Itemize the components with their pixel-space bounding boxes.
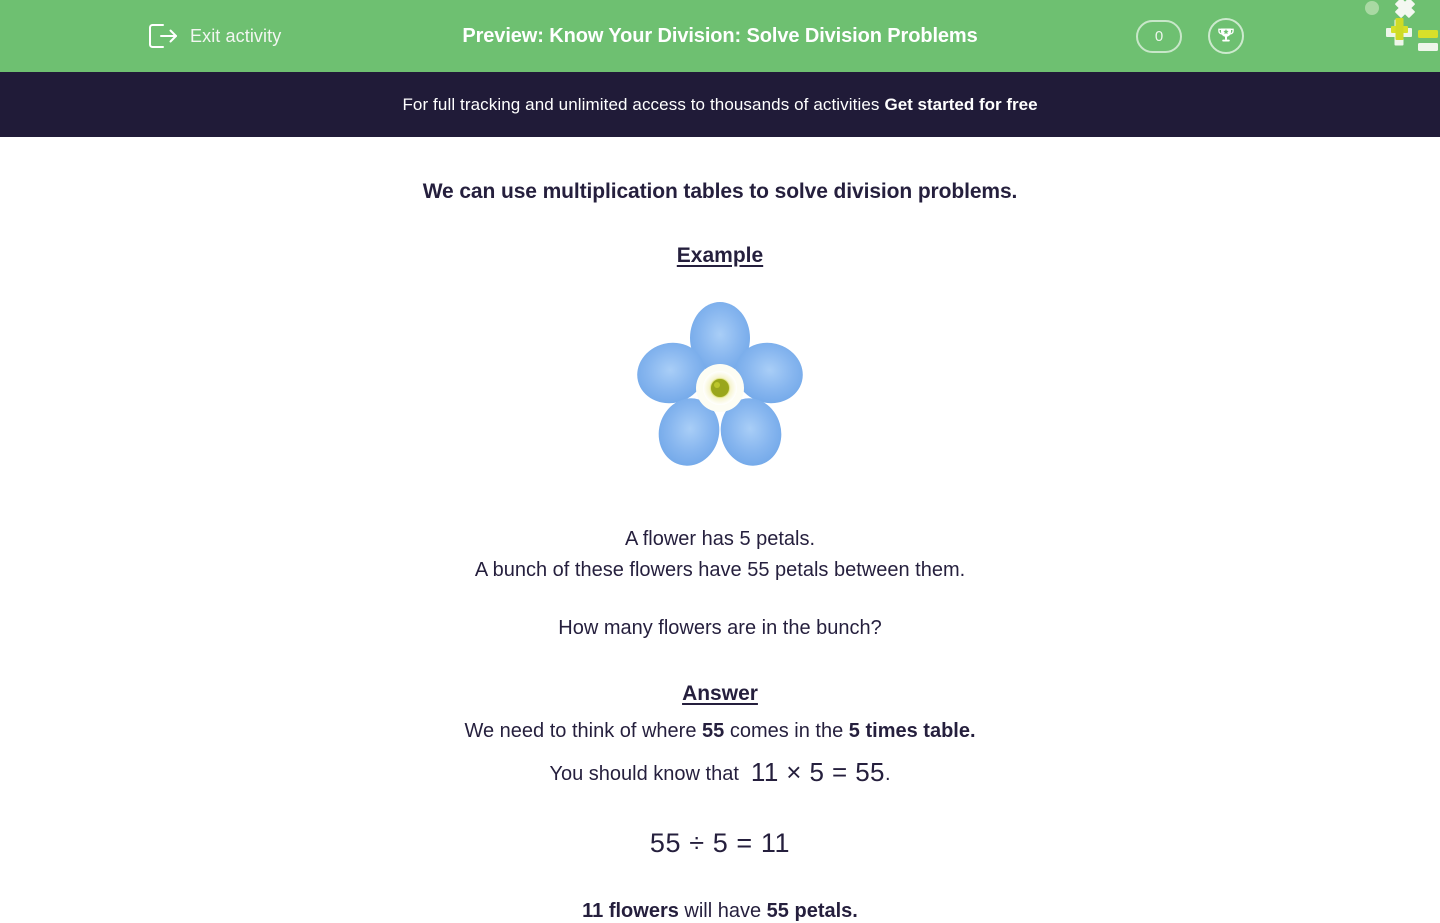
lesson-lead: We can use multiplication tables to solve division problems. <box>422 180 1018 203</box>
story-line-1: A flower has 5 petals. <box>624 528 816 550</box>
math-symbols-logo <box>1360 0 1440 56</box>
multiplication-equation: 11 × 5 = 55 <box>750 757 885 787</box>
exit-door-arrow-icon <box>148 23 178 49</box>
trophy-icon <box>1216 26 1236 46</box>
get-started-link[interactable]: Get started for free <box>884 94 1038 114</box>
answer-text-part-1: We need to think of where <box>464 720 703 742</box>
activity-header <box>0 0 1440 72</box>
answer-line-1 <box>0 716 1440 747</box>
score-value: 0 <box>1154 27 1164 45</box>
example-heading: Example <box>676 244 764 267</box>
conclusion-bold-flowers: 11 flowers <box>582 900 679 922</box>
answer-line-2 <box>0 757 1440 790</box>
promo-banner <box>0 72 1440 137</box>
header-actions <box>1136 0 1244 72</box>
exit-activity-label: Exit activity <box>190 25 282 46</box>
promo-text: For full tracking and unlimited access to thousands of activities <box>402 94 880 114</box>
division-equation: 55 ÷ 5 = 11 <box>649 828 791 858</box>
answer-period: . <box>884 763 891 785</box>
answer-bold-55: 55 <box>702 720 725 742</box>
conclusion-middle: will have <box>678 900 767 922</box>
you-should-know-text: You should know that <box>549 763 739 785</box>
awards-button[interactable] <box>1208 18 1244 54</box>
answer-bold-times-table: 5 times table. <box>848 720 976 742</box>
activity-content <box>0 137 1440 923</box>
answer-text-part-2: comes in the <box>724 720 849 742</box>
conclusion-bold-petals: 55 petals. <box>766 900 858 922</box>
story-text <box>0 524 1440 586</box>
conclusion-text <box>0 900 1440 923</box>
flower-image-container <box>0 298 1440 478</box>
page-title: Preview: Know Your Division: Solve Division Problems <box>462 24 978 47</box>
score-badge[interactable] <box>1136 20 1182 53</box>
exit-activity-button[interactable] <box>148 0 281 72</box>
answer-heading: Answer <box>682 682 758 705</box>
question-text: How many flowers are in the bunch? <box>558 617 882 639</box>
story-line-2: A bunch of these flowers have 55 petals between them. <box>474 559 966 581</box>
blue-flower-image <box>635 302 805 474</box>
